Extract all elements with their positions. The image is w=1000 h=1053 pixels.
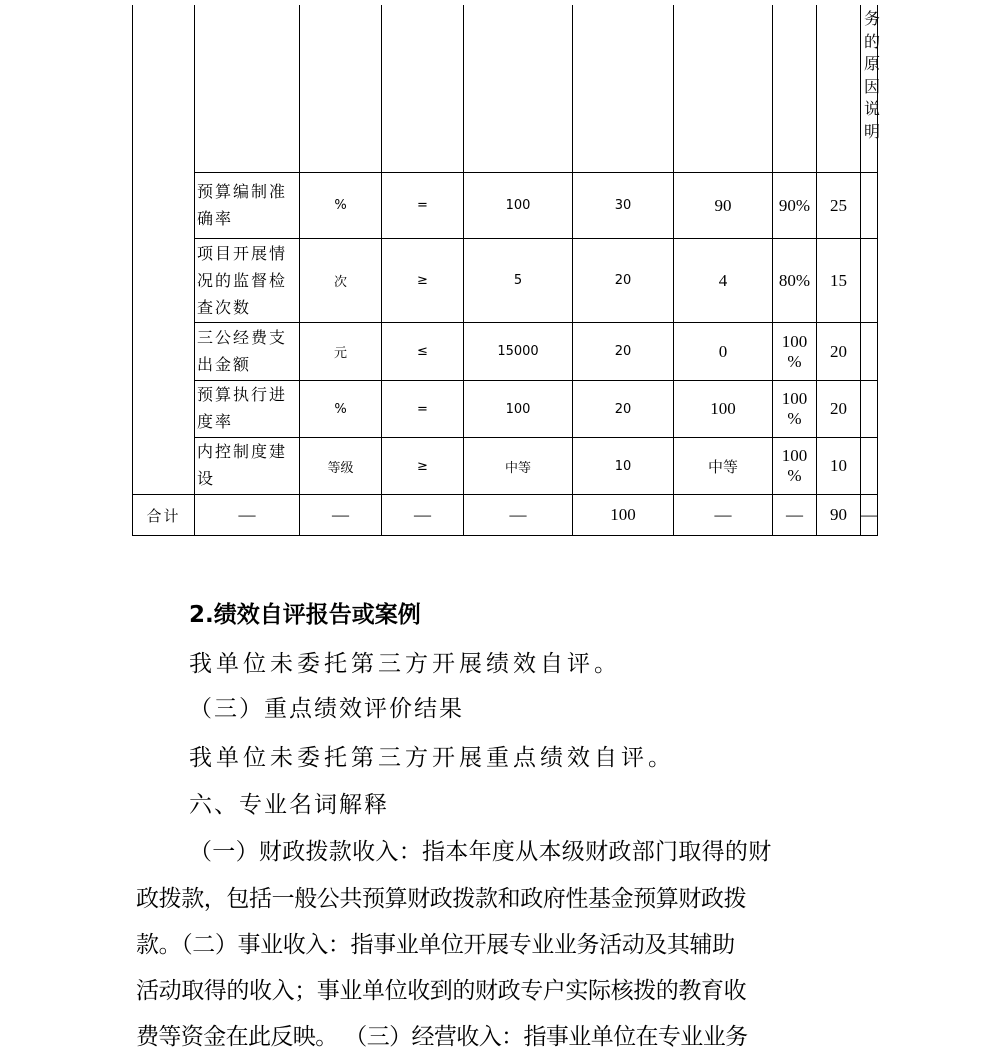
target-cell: 15000 xyxy=(497,344,539,359)
table-border-left xyxy=(132,5,133,536)
paragraph: 我单位未委托第三方开展重点绩效自评。 xyxy=(189,745,675,771)
total-dash: — xyxy=(332,505,349,524)
rate-cell: 100 % xyxy=(781,446,808,485)
total-score: 90 xyxy=(830,505,847,524)
indicator-name: 项目开展情 况的监督检 查次数 xyxy=(197,244,288,317)
total-label: 合计 xyxy=(146,506,181,525)
score-cell: 25 xyxy=(830,195,847,215)
weight-cell: 20 xyxy=(614,273,632,288)
indicator-name: 三公经费支 出金额 xyxy=(197,328,288,374)
operator-cell: ≥ xyxy=(417,458,428,474)
indicator-name: 内控制度建 设 xyxy=(197,442,288,488)
rate-cell: 90% xyxy=(778,195,811,215)
actual-cell: 90 xyxy=(714,195,732,215)
section-heading: 六、专业名词解释 xyxy=(189,792,389,818)
total-dash: — xyxy=(414,505,431,524)
operator-cell: = xyxy=(417,198,428,213)
actual-cell: 4 xyxy=(718,270,728,290)
total-weight: 100 xyxy=(610,505,636,524)
score-cell: 15 xyxy=(830,270,847,290)
score-cell: 20 xyxy=(830,399,847,418)
total-dash: — xyxy=(509,505,527,524)
target-cell: 100 xyxy=(505,198,531,213)
unit-cell: % xyxy=(334,401,347,417)
section-heading: 2.绩效自评报告或案例 xyxy=(189,602,421,628)
operator-cell: ≥ xyxy=(417,273,428,288)
unit-cell: 等级 xyxy=(327,460,354,476)
paragraph-line: 款。（二）事业收入：指事业单位开展专业业务活动及其辅助 xyxy=(136,932,735,958)
unit-cell: 元 xyxy=(333,346,347,361)
weight-cell: 20 xyxy=(614,344,632,359)
score-cell: 10 xyxy=(830,456,847,475)
target-cell: 100 xyxy=(505,401,531,417)
rate-cell: 100 % xyxy=(781,389,808,428)
operator-cell: ≤ xyxy=(417,344,428,359)
total-dash: — xyxy=(861,505,877,524)
indicator-name: 预算执行进 度率 xyxy=(197,385,288,431)
weight-cell: 20 xyxy=(614,401,632,417)
indicator-name: 预算编制准 确率 xyxy=(197,182,288,228)
paragraph-line: 活动取得的收入；事业单位收到的财政专户实际核拨的教育收 xyxy=(136,978,747,1004)
total-dash: — xyxy=(714,505,732,524)
actual-cell: 0 xyxy=(718,341,728,361)
column-divider xyxy=(860,5,861,536)
section-heading: （三）重点绩效评价结果 xyxy=(189,696,464,722)
actual-cell: 中等 xyxy=(707,457,738,476)
total-dash: — xyxy=(238,505,256,524)
operator-cell: = xyxy=(417,401,428,417)
vertical-note: 务的原因说明 xyxy=(864,9,880,141)
column-divider xyxy=(194,5,195,536)
table-border-bottom xyxy=(132,535,878,536)
total-dash: — xyxy=(786,505,803,524)
weight-cell: 10 xyxy=(614,458,632,474)
paragraph-line: 费等资金在此反映。 （三）经营收入：指事业单位在专业业务 xyxy=(136,1024,748,1050)
actual-cell: 100 xyxy=(710,399,736,418)
unit-cell: 次 xyxy=(333,275,347,290)
paragraph-line: （一）财政拨款收入：指本年度从本级财政部门取得的财 xyxy=(189,839,772,865)
paragraph-line: 政拨款，包括一般公共预算财政拨款和政府性基金预算财政拨 xyxy=(136,886,747,912)
unit-cell: % xyxy=(334,198,347,213)
rate-cell: 80% xyxy=(778,270,811,290)
score-cell: 20 xyxy=(830,341,847,361)
rate-cell: 100 % xyxy=(781,331,808,371)
paragraph: 我单位未委托第三方开展绩效自评。 xyxy=(189,651,621,677)
target-cell: 中等 xyxy=(504,460,531,476)
weight-cell: 30 xyxy=(614,198,632,213)
target-cell: 5 xyxy=(513,273,523,288)
